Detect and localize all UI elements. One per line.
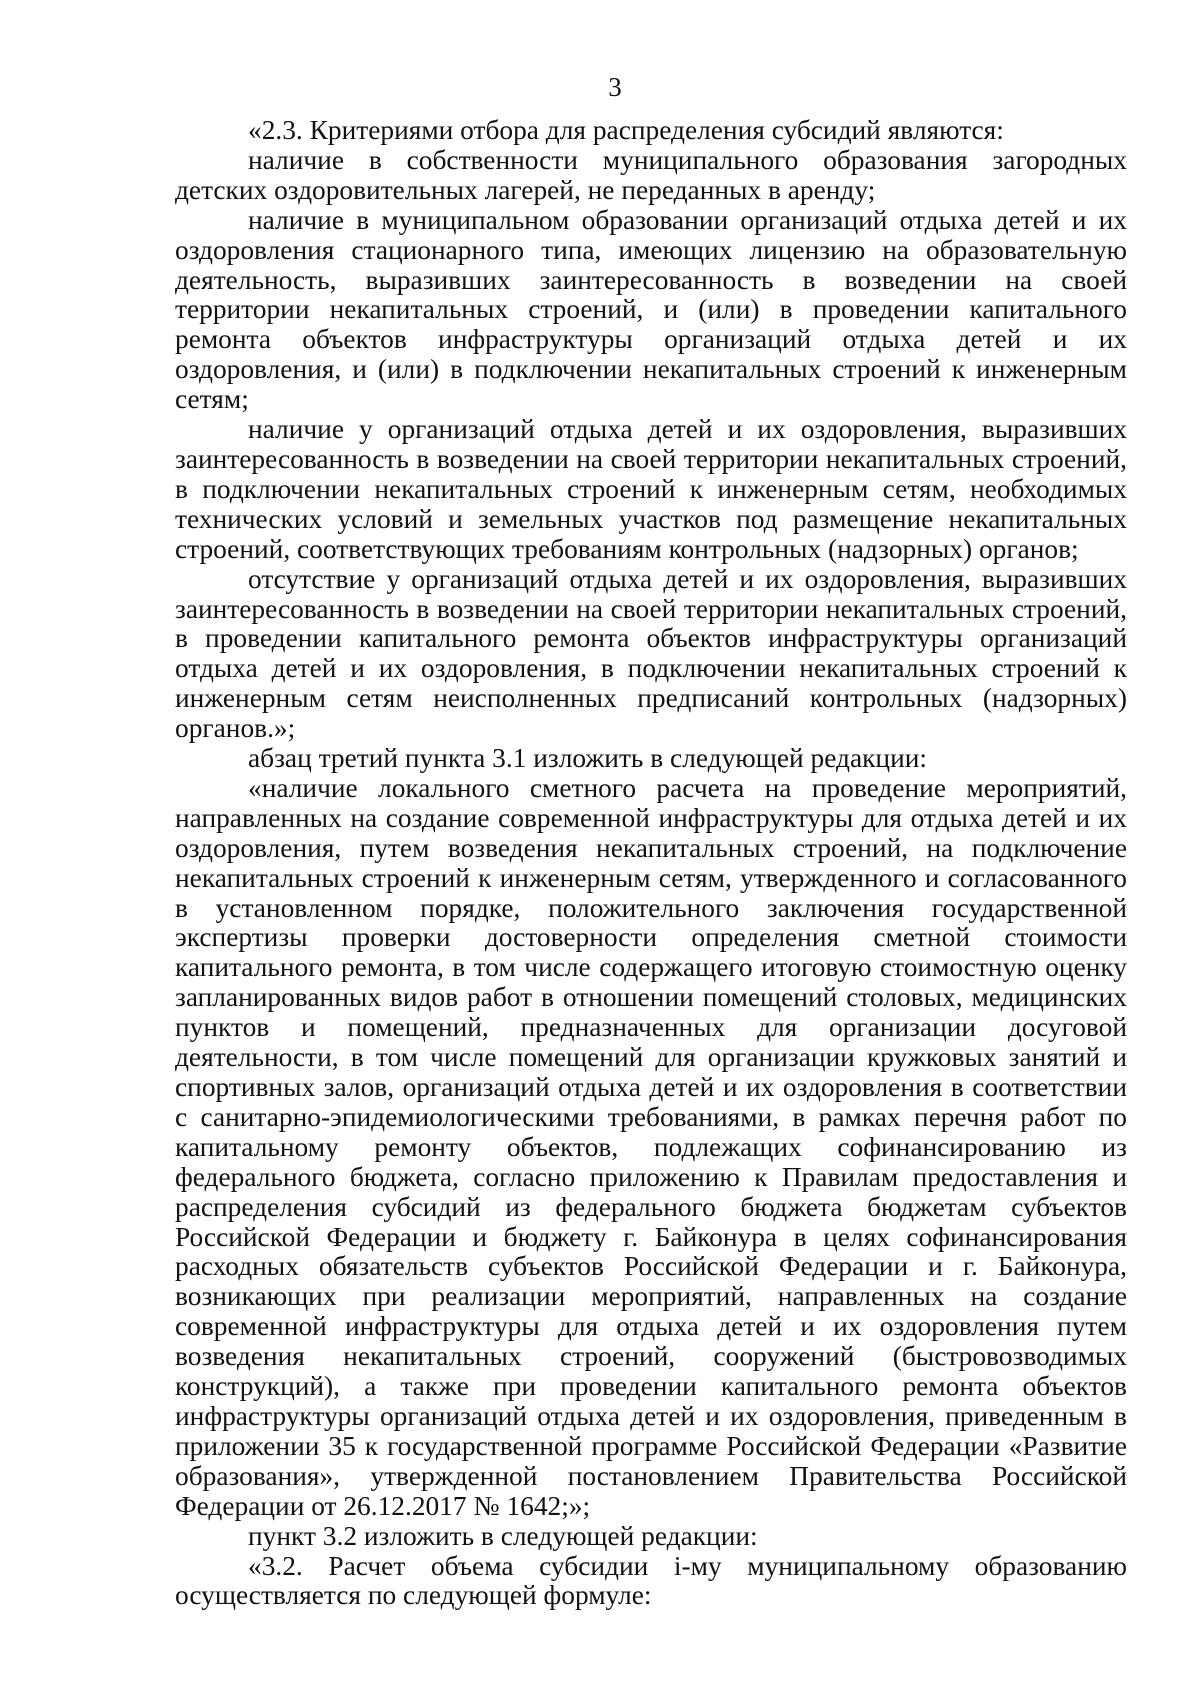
paragraph-subsidy-formula-intro: «3.2. Расчет объема субсидии i-му муниципальному образованию осуществляется по следующей формуле: xyxy=(175,1550,1127,1611)
paragraph-estimate-requirement: «наличие локального сметного расчета на проведение мероприятий, направленных на создание современной инфраструктуры для отдыха детей и их оздоровления, путем возведения некапитальных строений, на подключение некапитальных строений к инженерным сетям, утвержденного и согласованного в установленном порядке, положительного заключения государственной экспертизы проверки достоверности определения сметной стоимости капитального ремонта, в том числе содержащего итоговую стоимостную оценку запланированных видов работ в отношении помещений столовых, медицинских пунктов и помещений, предназначенных для организации досуговой деятельности, в том числе помещений для организации кружковых занятий и спортивных залов, организаций отдыха детей и их оздоровления в соответствии с санитарно-эпидемиологическими требованиями, в рамках перечня работ по капитальному ремонту объектов, подлежащих софинансированию из федерального бюджета, согласно приложению к Правилам предоставления и распределения субсидий из федерального бюджета бюджетам субъектов Российской Федерации и бюджету г. Байконура в целях софинансирования расходных обязательств субъектов Российской Федерации и г. Байконура, возникающих при реализации мероприятий, направленных на создание современной инфраструктуры для отдыха детей и их оздоровления путем возведения некапитальных строений, сооружений (быстровозводимых конструкций), а также при проведении капитального ремонта объектов инфраструктуры организаций отдыха детей и их оздоровления, приведенным в приложении 35 к государственной программе Российской Федерации «Развитие образования», утвержденной постановлением Правительства Российской Федерации от 26.12.2017 № 1642;»; xyxy=(175,772,1127,1521)
paragraph-amend-3-1: абзац третий пункта 3.1 изложить в следующей редакции: xyxy=(248,743,928,774)
paragraph-amend-3-2: пункт 3.2 изложить в следующей редакции: xyxy=(248,1520,758,1551)
document-body xyxy=(175,116,1127,1611)
page-number: 3 xyxy=(608,72,622,102)
paragraph-criterion-licensed-organizations: наличие в муниципальном образовании организаций отдыха детей и их оздоровления стационарного типа, имеющих лицензию на образовательную деятельность, выразивших заинтересованность в возведении на своей территории некапитальных строений, и (или) в проведении капитального ремонта объектов инфраструктуры организаций отдыха детей и их оздоровления, и (или) в подключении некапитальных строений к инженерным сетям; xyxy=(175,204,1127,415)
paragraph-criterion-camps: наличие в собственности муниципального образования загородных детских оздоровительных лагерей, не переданных в аренду; xyxy=(175,144,1127,205)
paragraph-criterion-technical-conditions: наличие у организаций отдыха детей и их оздоровления, выразивших заинтересованность в возведении на своей территории некапитальных строений, в подключении некапитальных строений к инженерным сетям, необходимых технических условий и земельных участков под размещение некапитальных строений, соответствующих требованиям контрольных (надзорных) органов; xyxy=(175,414,1127,564)
paragraph-criterion-no-violations: отсутствие у организаций отдыха детей и их оздоровления, выразивших заинтересованность в возведении на своей территории некапитальных строений, в проведении капитального ремонта объектов инфраструктуры организаций отдыха детей и их оздоровления, в подключении некапитальных строений к инженерным сетям неисполненных предписаний контрольных (надзорных) органов.»; xyxy=(175,563,1127,744)
paragraph-criteria-heading: «2.3. Критериями отбора для распределения субсидий являются: xyxy=(248,115,1004,145)
